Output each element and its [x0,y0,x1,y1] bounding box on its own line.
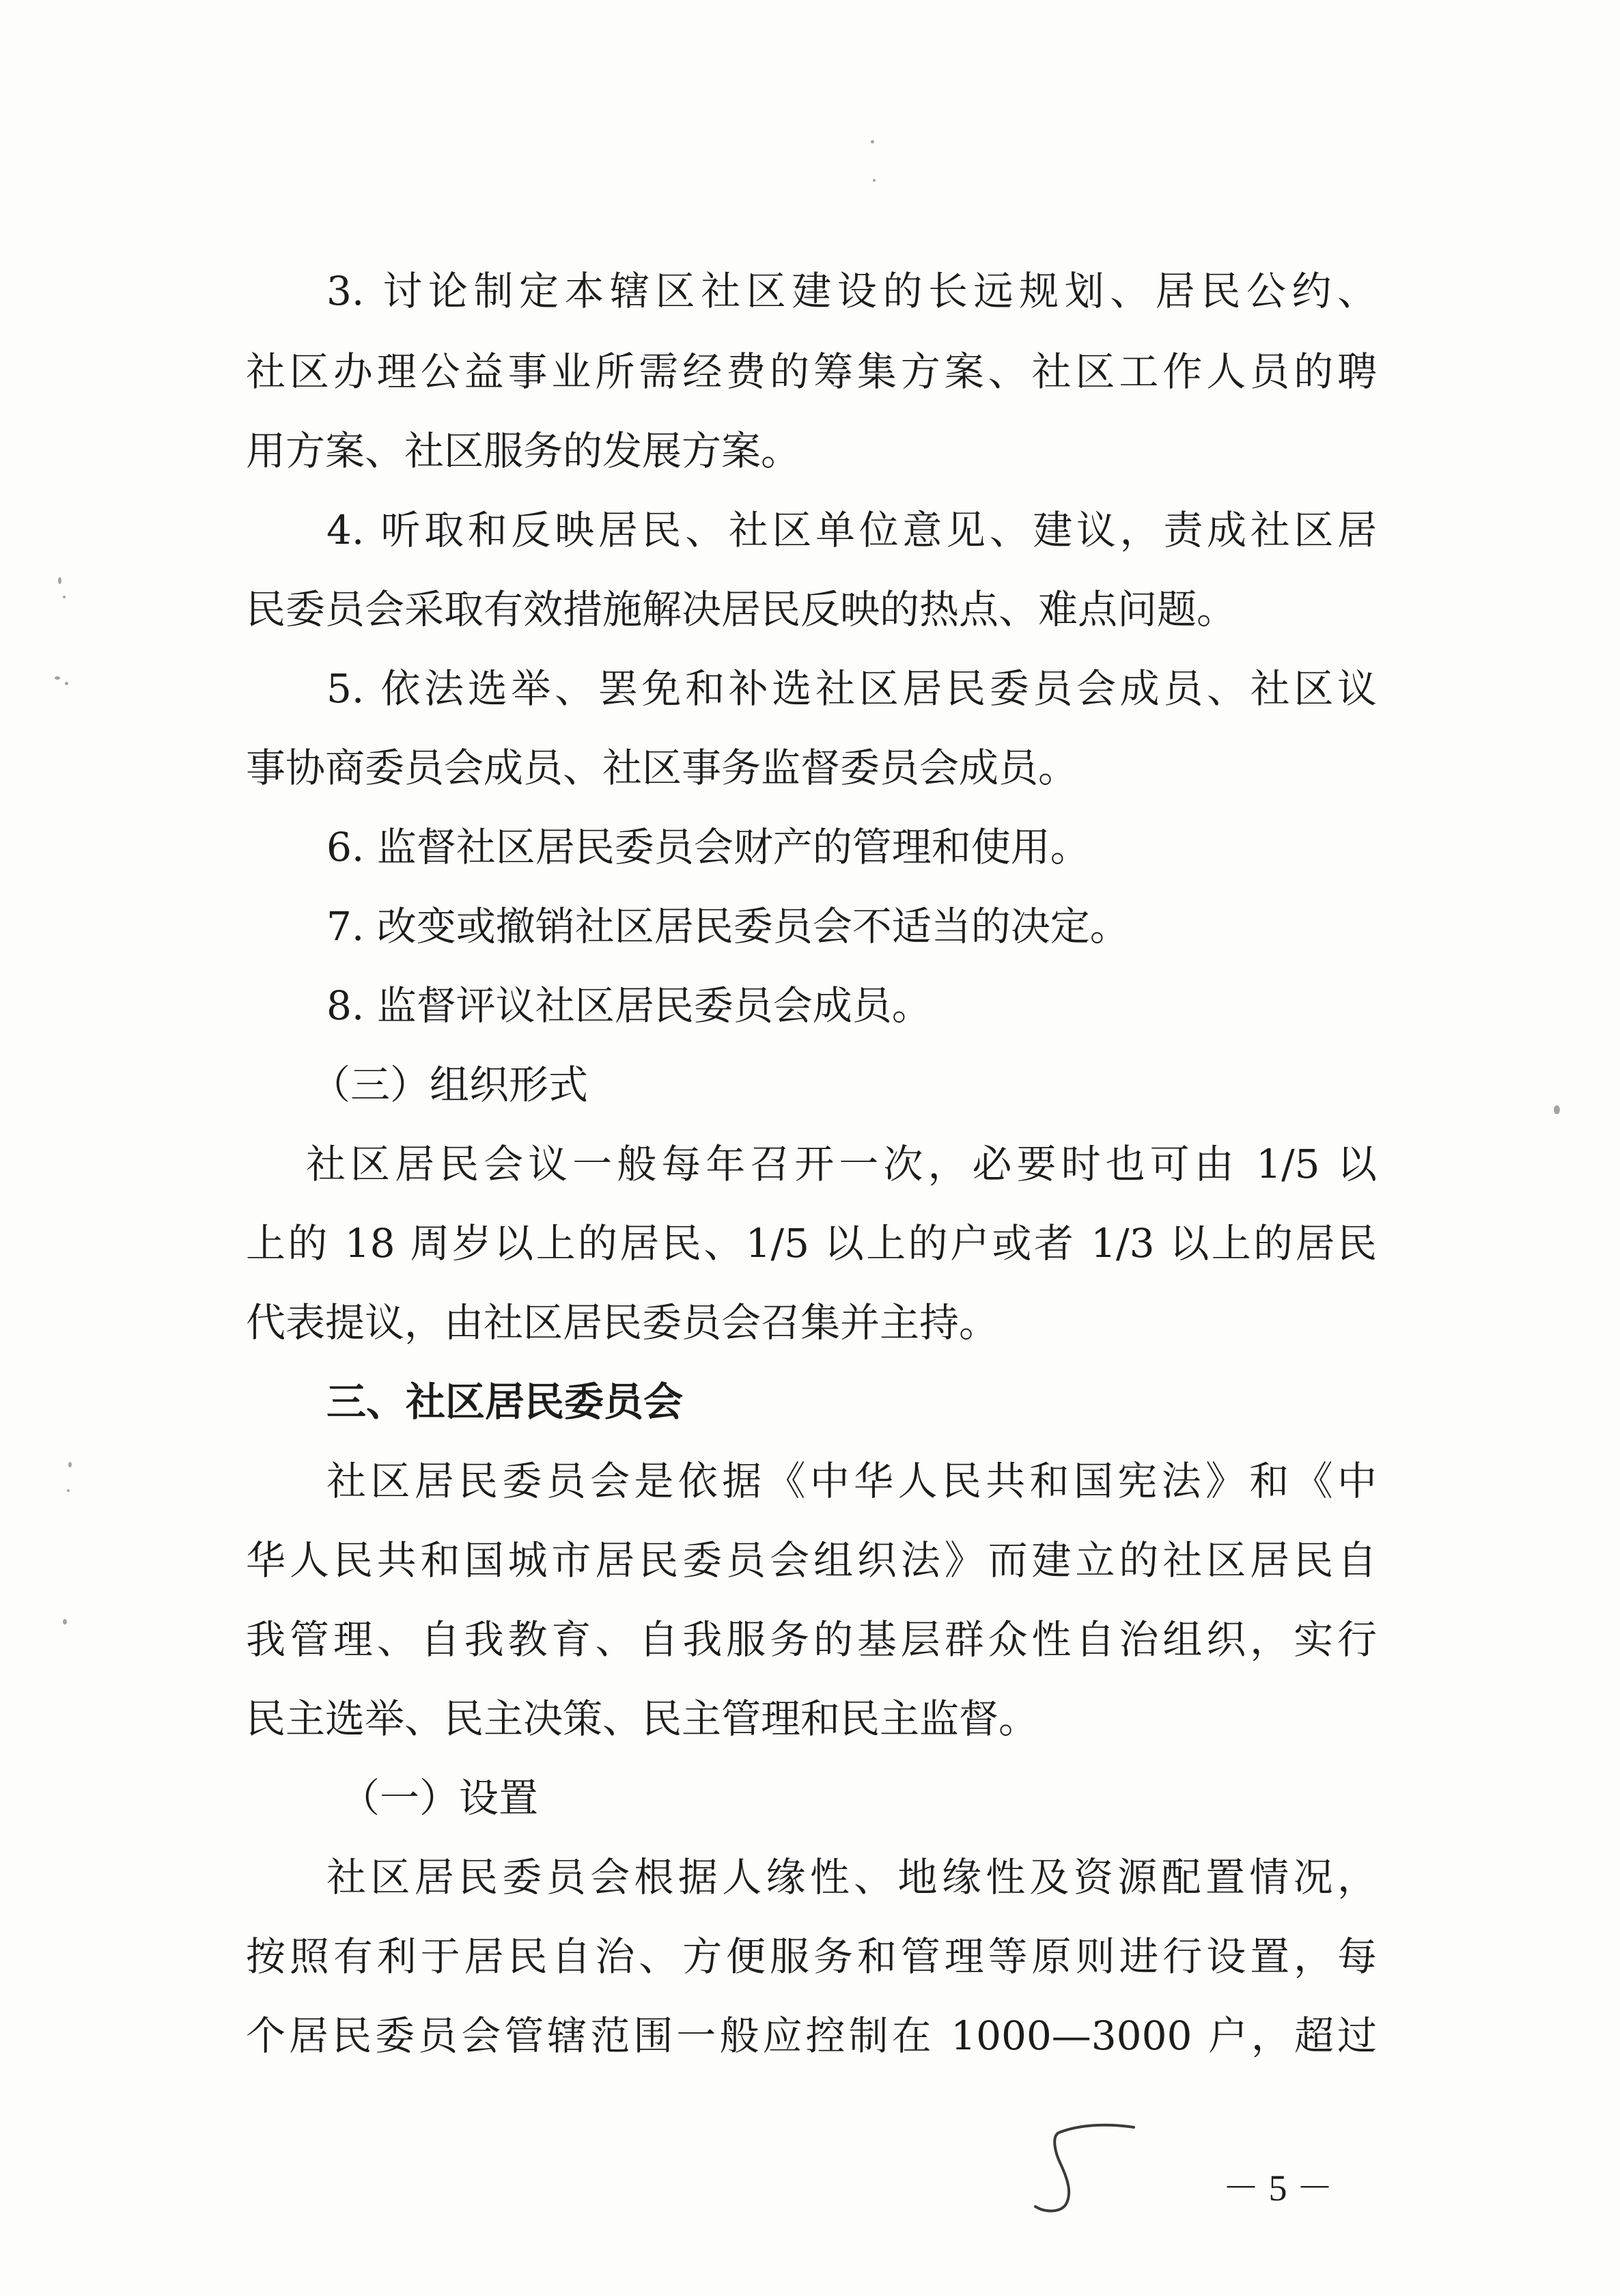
scan-speck [65,682,68,685]
item-5-line-1: 5. 依法选举、罢免和补选社区居民委员会成员、社区议 [326,665,1377,712]
scan-speck [68,1462,72,1467]
item-3-line-1: 3. 讨论制定本辖区社区建设的长远规划、居民公约、 [326,268,1377,314]
subheading-setup: （一）设置 [340,1775,539,1821]
scan-speck [1554,1105,1560,1114]
definition-para-line-1: 社区居民委员会是依据《中华人民共和国宪法》和《中 [326,1458,1377,1504]
definition-para-line-2: 华人民共和国城市居民委员会组织法》而建立的社区居民自 [246,1537,1377,1583]
subheading-organization-form: （三）组织形式 [311,1062,589,1108]
item-7: 7. 改变或撤销社区居民委员会不适当的决定。 [326,903,1130,950]
scan-speck [58,577,61,584]
meeting-para-line-1: 社区居民会议一般每年召开一次，必要时也可由 1/5 以 [306,1141,1377,1187]
scan-speck [63,596,66,598]
scan-speck [63,1619,67,1624]
setup-para-line-3: 个居民委员会管辖范围一般应控制在 1000—3000 户，超过 [246,2013,1377,2059]
scan-speck [873,179,876,182]
item-6: 6. 监督社区居民委员会财产的管理和使用。 [326,824,1090,870]
definition-para-line-4: 民主选举、民主决策、民主管理和民主监督。 [246,1696,1039,1742]
item-5-line-2: 事协商委员会成员、社区事务监督委员会成员。 [246,745,1078,791]
page-number: － 5 － [1223,2168,1333,2209]
scan-speck [871,140,874,143]
item-8: 8. 监督评议社区居民委员会成员。 [326,982,932,1029]
section-heading-residents-committee: 三、社区居民委员会 [326,1379,684,1425]
scan-speck [55,676,60,680]
handwritten-mark [1031,2118,1154,2220]
meeting-para-line-2: 上的 18 周岁以上的居民、1/5 以上的户或者 1/3 以上的居民 [246,1220,1377,1267]
item-3-line-2: 社区办理公益事业所需经费的筹集方案、社区工作人员的聘 [246,348,1377,395]
item-4-line-2: 民委员会采取有效措施解决居民反映的热点、难点问题。 [246,586,1237,633]
scan-speck [67,1489,70,1492]
item-3-line-3: 用方案、社区服务的发展方案。 [246,428,801,474]
setup-para-line-2: 按照有利于居民自治、方便服务和管理等原则进行设置，每 [246,1933,1377,1980]
setup-para-line-1: 社区居民委员会根据人缘性、地缘性及资源配置情况， [326,1854,1377,1900]
definition-para-line-3: 我管理、自我教育、自我服务的基层群众性自治组织，实行 [246,1616,1377,1663]
meeting-para-line-3: 代表提议，由社区居民委员会召集并主持。 [246,1299,999,1346]
item-4-line-1: 4. 听取和反映居民、社区单位意见、建议，责成社区居 [326,507,1377,553]
